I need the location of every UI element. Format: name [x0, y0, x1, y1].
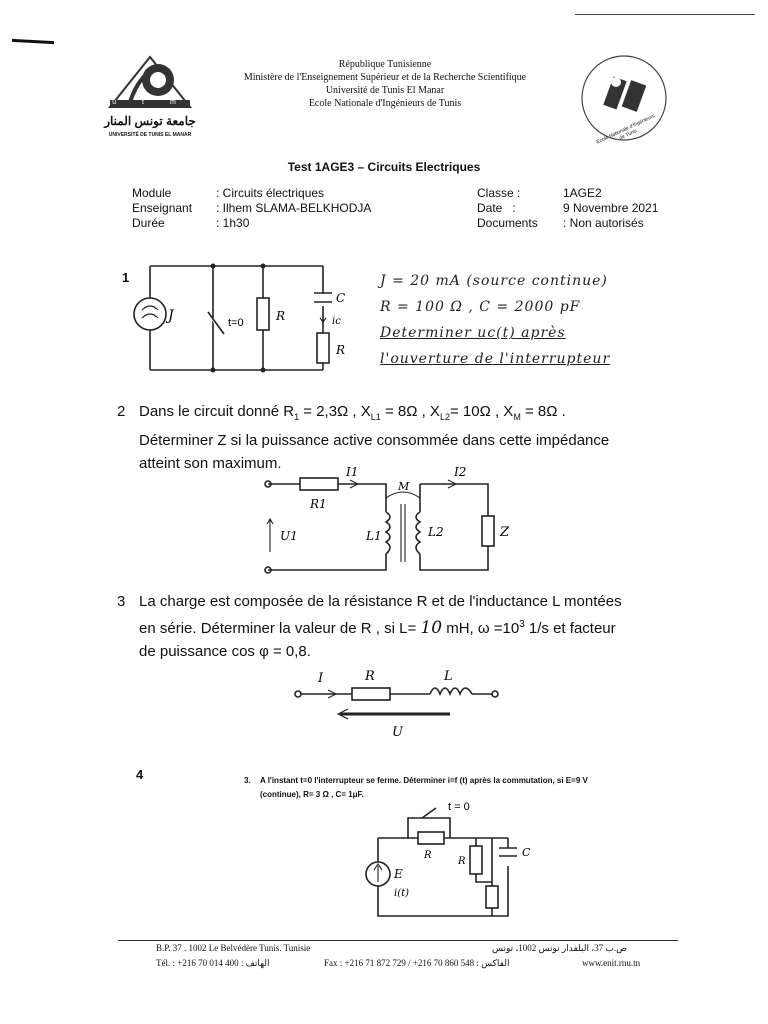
date-value: 9 Novembre 2021	[563, 201, 659, 215]
q4-number: 4	[136, 767, 144, 782]
q2-line2: Déterminer Z si la puissance active consommée dans cette impédance	[139, 432, 610, 449]
teacher-label: Enseignant	[132, 201, 193, 215]
meta-row-docs	[477, 216, 717, 231]
meta-row-date	[477, 201, 717, 216]
q1-circuit	[128, 258, 363, 378]
header-republic: République Tunisienne	[338, 59, 432, 70]
header-university: Université de Tunis El Manar	[325, 85, 445, 96]
q1-label-r2: R	[336, 343, 346, 357]
q3-line2-c: 1/s et facteur	[524, 620, 616, 637]
footer-rule	[118, 940, 678, 941]
q4-label-r-top: R	[424, 850, 432, 861]
top-margin-mark	[575, 14, 755, 15]
q3-circuit	[290, 664, 510, 744]
q2-line3: atteint son maximum.	[139, 455, 282, 472]
class-value: 1AGE2	[563, 186, 602, 200]
footer-tel: Tél. : +216 70 014 400 : الهاتف	[156, 958, 270, 968]
q1-note-opening: l'ouverture de l'interrupteur	[380, 351, 611, 367]
header-school: Ecole Nationale d'Ingénieurs de Tunis	[308, 98, 462, 109]
module-value: : Circuits électriques	[216, 186, 325, 200]
q1-label-c: C	[336, 291, 346, 305]
q1-label-ic: ic	[332, 316, 341, 327]
meta-right	[477, 186, 717, 231]
q1-note-determine: Determiner uc(t) après	[380, 325, 566, 341]
docs-label: Documents	[477, 216, 538, 230]
q3-line2-hand: 10	[420, 618, 443, 638]
q4-label-r-mid: R	[458, 856, 466, 867]
q2-sub-c: L2	[439, 412, 450, 422]
q2-label-m: M	[398, 480, 410, 493]
date-label: Date :	[477, 201, 516, 215]
q3-line2-b: mH, ω =10	[442, 620, 520, 637]
duration-value: : 1h30	[216, 216, 250, 230]
q2-label-u1: U1	[280, 529, 298, 543]
teacher-value: : Ilhem SLAMA-BELKHODJA	[216, 201, 372, 215]
q2-line1	[117, 400, 657, 429]
q4-label-t0: t = 0	[448, 801, 470, 813]
q4-circuit	[360, 798, 540, 924]
q1-note-values: R = 100 Ω , C = 2000 pF	[380, 299, 581, 315]
class-label: Classe :	[477, 186, 521, 200]
q2-circuit	[258, 464, 508, 576]
q4-label-e: E	[394, 867, 403, 881]
q2-text-d: = 10Ω , X	[449, 403, 514, 420]
q3-line3: de puissance cos φ = 0,8.	[139, 643, 311, 660]
utm-latin: UNIVERSITÉ DE TUNIS EL MANAR	[108, 132, 192, 138]
utm-letters: u t m	[112, 99, 188, 106]
institution-header	[200, 58, 570, 110]
q4-label-it: i(t)	[394, 888, 410, 899]
q2-text-e: = 8Ω .	[520, 403, 566, 420]
q2-sub-b: L1	[370, 412, 381, 422]
q3-line2-a: en série. Déterminer la valeur de R , si L=	[139, 620, 417, 637]
footer-address: B.P. 37 . 1002 Le Belvédère Tunis. Tunisie	[156, 943, 311, 953]
duration-label: Durée	[132, 216, 165, 230]
q2-text-a: Dans le circuit donné R	[139, 403, 295, 420]
q2-text-b: = 2,3Ω , X	[299, 403, 371, 420]
footer-fax: Fax : +216 71 872 729 / +216 70 860 548 : الفاكس	[324, 958, 510, 968]
q2-label-z: Z	[500, 525, 510, 540]
q4-line2: (continue), R= 3 Ω , C= 1μF.	[260, 790, 364, 799]
meta-row-module	[132, 186, 472, 201]
q1-label-switch: t=0	[228, 317, 244, 329]
margin-mark	[12, 39, 54, 44]
q3-label-l: L	[444, 669, 453, 684]
q4-label-c: C	[522, 846, 531, 859]
q3-line2-sup: 3	[519, 619, 525, 630]
q2-sub-a: 1	[294, 412, 300, 422]
q1-label-j: J	[168, 308, 174, 324]
q1-handwritten-notes	[380, 268, 680, 372]
test-title: Test 1AGE3 – Circuits Electriques	[287, 160, 481, 174]
meta-left	[132, 186, 472, 231]
footer-web: www.enit.rnu.tn	[582, 958, 641, 968]
meta-row-class	[477, 186, 717, 201]
meta-row-duration	[132, 216, 472, 231]
footer-address-arabic: ص.ب 37، البلفدار تونس 1002، تونس	[492, 943, 628, 953]
q2-label-l2: L2	[428, 525, 444, 539]
q4-inner-number: 3.	[244, 776, 251, 785]
q3-label-u: U	[392, 725, 403, 740]
enit-seal	[578, 52, 670, 144]
meta-row-teacher	[132, 201, 472, 216]
utm-logo	[100, 52, 200, 144]
q4-line1	[244, 774, 664, 788]
q4-line1-text: A l'instant t=0 l'interrupteur se ferme. Déterminer i=f (t) après la commutation, si E=9 V	[260, 776, 588, 785]
q2-sub-d: M	[513, 412, 521, 422]
enit-seal-text: Ecole Nationale d'Ingénieurs de Tunis	[595, 113, 656, 146]
q3-line1-text: La charge est composée de la résistance R et de l'inductance L montées	[139, 593, 622, 610]
q2-number: 2	[117, 403, 126, 420]
q2-label-l1: L1	[366, 529, 382, 543]
q3-line1	[117, 590, 677, 613]
utm-arabic: جامعة تونس المنار	[104, 114, 196, 128]
q3-label-r: R	[365, 669, 375, 684]
q2-label-i2: I2	[454, 465, 467, 479]
q3-line2	[117, 613, 677, 640]
q2-text-c: = 8Ω , X	[380, 403, 440, 420]
q3-text	[117, 590, 677, 663]
q2-label-r1: R1	[310, 497, 327, 511]
module-label: Module	[132, 186, 172, 200]
q3-label-i: I	[318, 671, 324, 686]
q1-note-source: J = 20 mA (source continue)	[380, 273, 608, 289]
q1-label-r1: R	[276, 309, 286, 323]
q1-number: 1	[122, 270, 130, 285]
q3-number: 3	[117, 593, 126, 610]
header-ministry: Ministère de l'Enseignement Supérieur et de la Recherche Scientifique	[243, 72, 527, 83]
docs-value: : Non autorisés	[563, 216, 644, 230]
q2-label-i1: I1	[346, 465, 359, 479]
